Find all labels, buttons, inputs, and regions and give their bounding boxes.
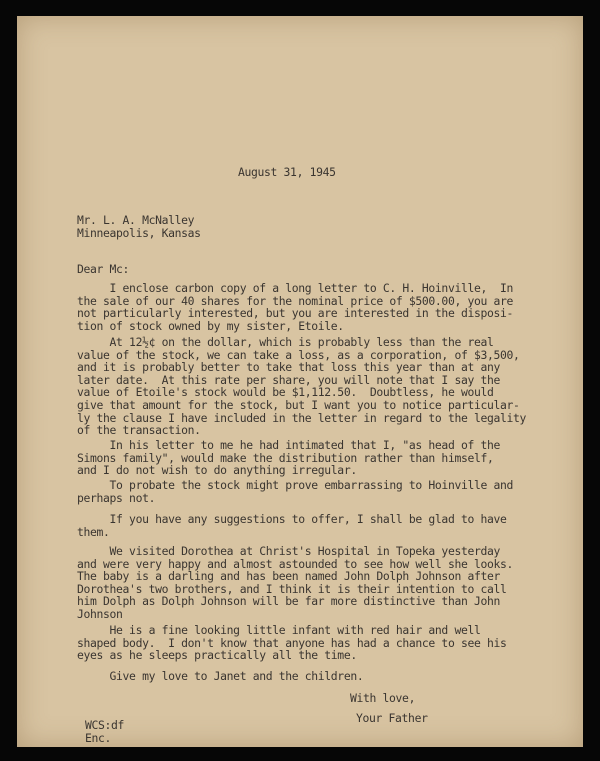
recipient-address: Mr. L. A. McNalley Minneapolis, Kansas [77, 213, 201, 240]
body-paragraph: We visited Dorothea at Christ's Hospital in Topeka yesterday and were very happy and almost astounded to see how well she looks. The baby is a darling and has been named John Dolph Johnson after Dorothea's two brothers, and I think it is their intention to call him Dolph as Dolph Johnson will be far more distinctive than John Johnson [77, 544, 514, 621]
body-paragraph: He is a fine looking little infant with red hair and well shaped body. I don't know that anyone has had a chance to see his eyes as he sleeps practically all the time. [77, 623, 507, 663]
body-paragraph: Give my love to Janet and the children. [77, 669, 364, 683]
letter-date: August 31, 1945 [238, 165, 336, 179]
salutation: Dear Mc: [77, 262, 130, 276]
body-paragraph: In his letter to me he had intimated that I, "as head of the Simons family", would make the distribution rather than himself, and I do not wish to do anything irregular. [77, 438, 501, 478]
body-paragraph: To probate the stock might prove embarrassing to Hoinville and perhaps not. [77, 478, 514, 505]
body-paragraph: If you have any suggestions to offer, I shall be glad to have them. [77, 512, 507, 539]
letter-page [17, 16, 583, 747]
signature: Your Father [356, 711, 428, 725]
reference-initials: WCS:df Enc. [85, 718, 125, 745]
closing: With love, [350, 691, 416, 705]
body-paragraph: I enclose carbon copy of a long letter to C. H. Hoinville, In the sale of our 40 shares for the nominal price of $500.00, you are not particularly interested, but you are interested in the disposi- tion of stock owned by my sister, Etoile. [77, 281, 514, 333]
body-paragraph: At 12½¢ on the dollar, which is probably less than the real value of the stock, we can take a loss, as a corporation, of $3,500, and it is probably better to take that loss this year than at any later date. At this rate per share, you will note that I say the value of Etoile's stock would be $1,112.50. Doubtless, he would give that amount for the stock, but I want you to notice particular- ly the clause I have included in the letter in regard to the legality of the transaction. [77, 335, 527, 438]
